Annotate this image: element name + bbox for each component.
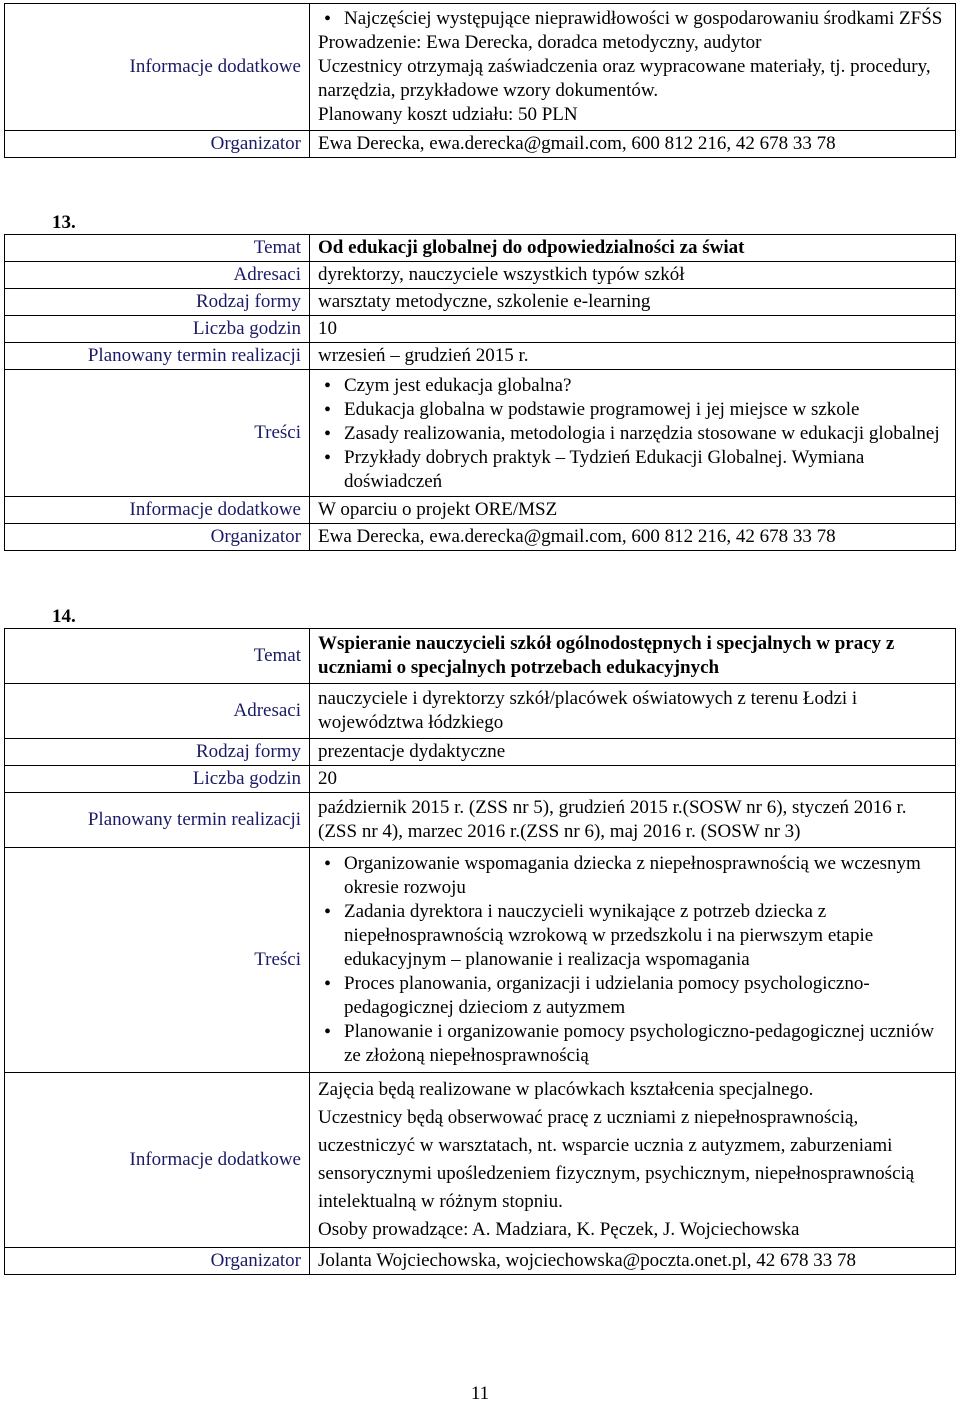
topic-label: Temat [5, 629, 310, 684]
info-value: W oparciu o projekt ORE/MSZ [310, 497, 956, 524]
row-info [5, 1073, 956, 1248]
row-organizer [5, 131, 956, 158]
organizer-label: Organizator [5, 131, 310, 158]
hours-value: 10 [310, 316, 956, 343]
audience-label: Adresaci [5, 262, 310, 289]
info-bullet-list [318, 7, 947, 31]
audience-value: dyrektorzy, nauczyciele wszystkich typów szkół [310, 262, 956, 289]
organizer-label: Organizator [5, 524, 310, 551]
info-line: Uczestnicy otrzymają zaświadczenia oraz wypracowane materiały, tj. procedury, narzędzia, przykładowe wzory dokumentów. [318, 56, 931, 101]
row-hours [5, 766, 956, 793]
hours-value: 20 [310, 766, 956, 793]
content-item: • Proces planowania, organizacji i udzielania pomocy psychologiczno-pedagogicznej dzieciom z autyzmem [318, 972, 947, 1020]
row-content [5, 848, 956, 1073]
info-line: Prowadzenie: Ewa Derecka, doradca metodyczny, audytor [318, 32, 762, 53]
info-line: Zajęcia będą realizowane w placówkach kształcenia specjalnego. [318, 1079, 814, 1100]
topic-value: Wspieranie nauczycieli szkół ogólnodostępnych i specjalnych w pracy z uczniami o specjalnych potrzebach edukacyjnych [310, 629, 956, 684]
row-organizer [5, 1248, 956, 1275]
content-item: • Przykłady dobrych praktyk – Tydzień Edukacji Globalnej. Wymiana doświadczeń [318, 446, 947, 494]
audience-label: Adresaci [5, 684, 310, 739]
topic-value: Od edukacji globalnej do odpowiedzialności za świat [310, 235, 956, 262]
form-value: prezentacje dydaktyczne [310, 739, 956, 766]
content-item: • Planowanie i organizowanie pomocy psychologiczno-pedagogicznej uczniów ze złożoną niepełnosprawnością [318, 1020, 947, 1068]
row-organizer [5, 524, 956, 551]
content-item: • Zadania dyrektora i nauczycieli wynikające z potrzeb dziecka z niepełnosprawnością wzrokową w przedszkolu i na pierwszym etapie edukacyjnym – planowanie i realizacja wspomagania [318, 900, 947, 972]
topic-label: Temat [5, 235, 310, 262]
content-item: • Edukacja globalna w podstawie programowej i jej miejsce w szkole [318, 398, 947, 422]
content-list [318, 852, 947, 1068]
form-label: Rodzaj formy [5, 739, 310, 766]
row-term [5, 343, 956, 370]
row-audience [5, 684, 956, 739]
hours-label: Liczba godzin [5, 766, 310, 793]
content-label: Treści [5, 848, 310, 1073]
form-label: Rodzaj formy [5, 289, 310, 316]
row-info [5, 497, 956, 524]
organizer-value: Jolanta Wojciechowska, wojciechowska@poczta.onet.pl, 42 678 33 78 [310, 1248, 956, 1275]
content-list [318, 374, 947, 494]
info-label: Informacje dodatkowe [5, 497, 310, 524]
organizer-value: Ewa Derecka, ewa.derecka@gmail.com, 600 812 216, 42 678 33 78 [310, 524, 956, 551]
organizer-value: Ewa Derecka, ewa.derecka@gmail.com, 600 812 216, 42 678 33 78 [310, 131, 956, 158]
course-number: 14. [52, 606, 76, 627]
content-item: • Zasady realizowania, metodologia i narzędzia stosowane w edukacji globalnej [318, 422, 947, 446]
row-audience [5, 262, 956, 289]
term-value: wrzesień – grudzień 2015 r. [310, 343, 956, 370]
row-form [5, 289, 956, 316]
info-label: Informacje dodatkowe [5, 4, 310, 131]
row-hours [5, 316, 956, 343]
course-13-table [4, 234, 956, 551]
hours-label: Liczba godzin [5, 316, 310, 343]
content-item: • Organizowanie wspomagania dziecka z niepełnosprawnością we wczesnym okresie rozwoju [318, 852, 947, 900]
info-line: Planowany koszt udziału: 50 PLN [318, 104, 578, 125]
row-content [5, 370, 956, 497]
course-number: 13. [52, 212, 76, 233]
info-label: Informacje dodatkowe [5, 1073, 310, 1248]
row-info [5, 4, 956, 131]
row-topic [5, 629, 956, 684]
row-term [5, 793, 956, 848]
term-label: Planowany termin realizacji [5, 793, 310, 848]
term-value: październik 2015 r. (ZSS nr 5), grudzień 2015 r.(SOSW nr 6), styczeń 2016 r. (ZSS nr 4), marzec 2016 r.(ZSS nr 6), maj 2016 r. (SOSW nr 3) [310, 793, 956, 848]
audience-value: nauczyciele i dyrektorzy szkół/placówek oświatowych z terenu Łodzi i województwa łódzkiego [310, 684, 956, 739]
content-item: • Czym jest edukacja globalna? [318, 374, 947, 398]
info-bullet: • Najczęściej występujące nieprawidłowości w gospodarowaniu środkami ZFŚS [318, 7, 947, 31]
page-number: 11 [470, 1383, 490, 1404]
row-form [5, 739, 956, 766]
course-14-table [4, 628, 956, 1275]
info-line: Osoby prowadzące: A. Madziara, K. Pęczek, J. Wojciechowska [318, 1219, 800, 1240]
info-line: Uczestnicy będą obserwować pracę z uczniami z niepełnosprawnością, uczestniczyć w warsztatach, nt. wsparcie ucznia z autyzmem, zaburzeniami sensorycznymi upośledzeniem fizycznym, psychicznym, niepełnosprawnością intelektualną w różnym stopniu. [318, 1107, 915, 1212]
content-label: Treści [5, 370, 310, 497]
form-value: warsztaty metodyczne, szkolenie e-learning [310, 289, 956, 316]
organizer-label: Organizator [5, 1248, 310, 1275]
course-12-table [4, 3, 956, 158]
row-topic [5, 235, 956, 262]
term-label: Planowany termin realizacji [5, 343, 310, 370]
